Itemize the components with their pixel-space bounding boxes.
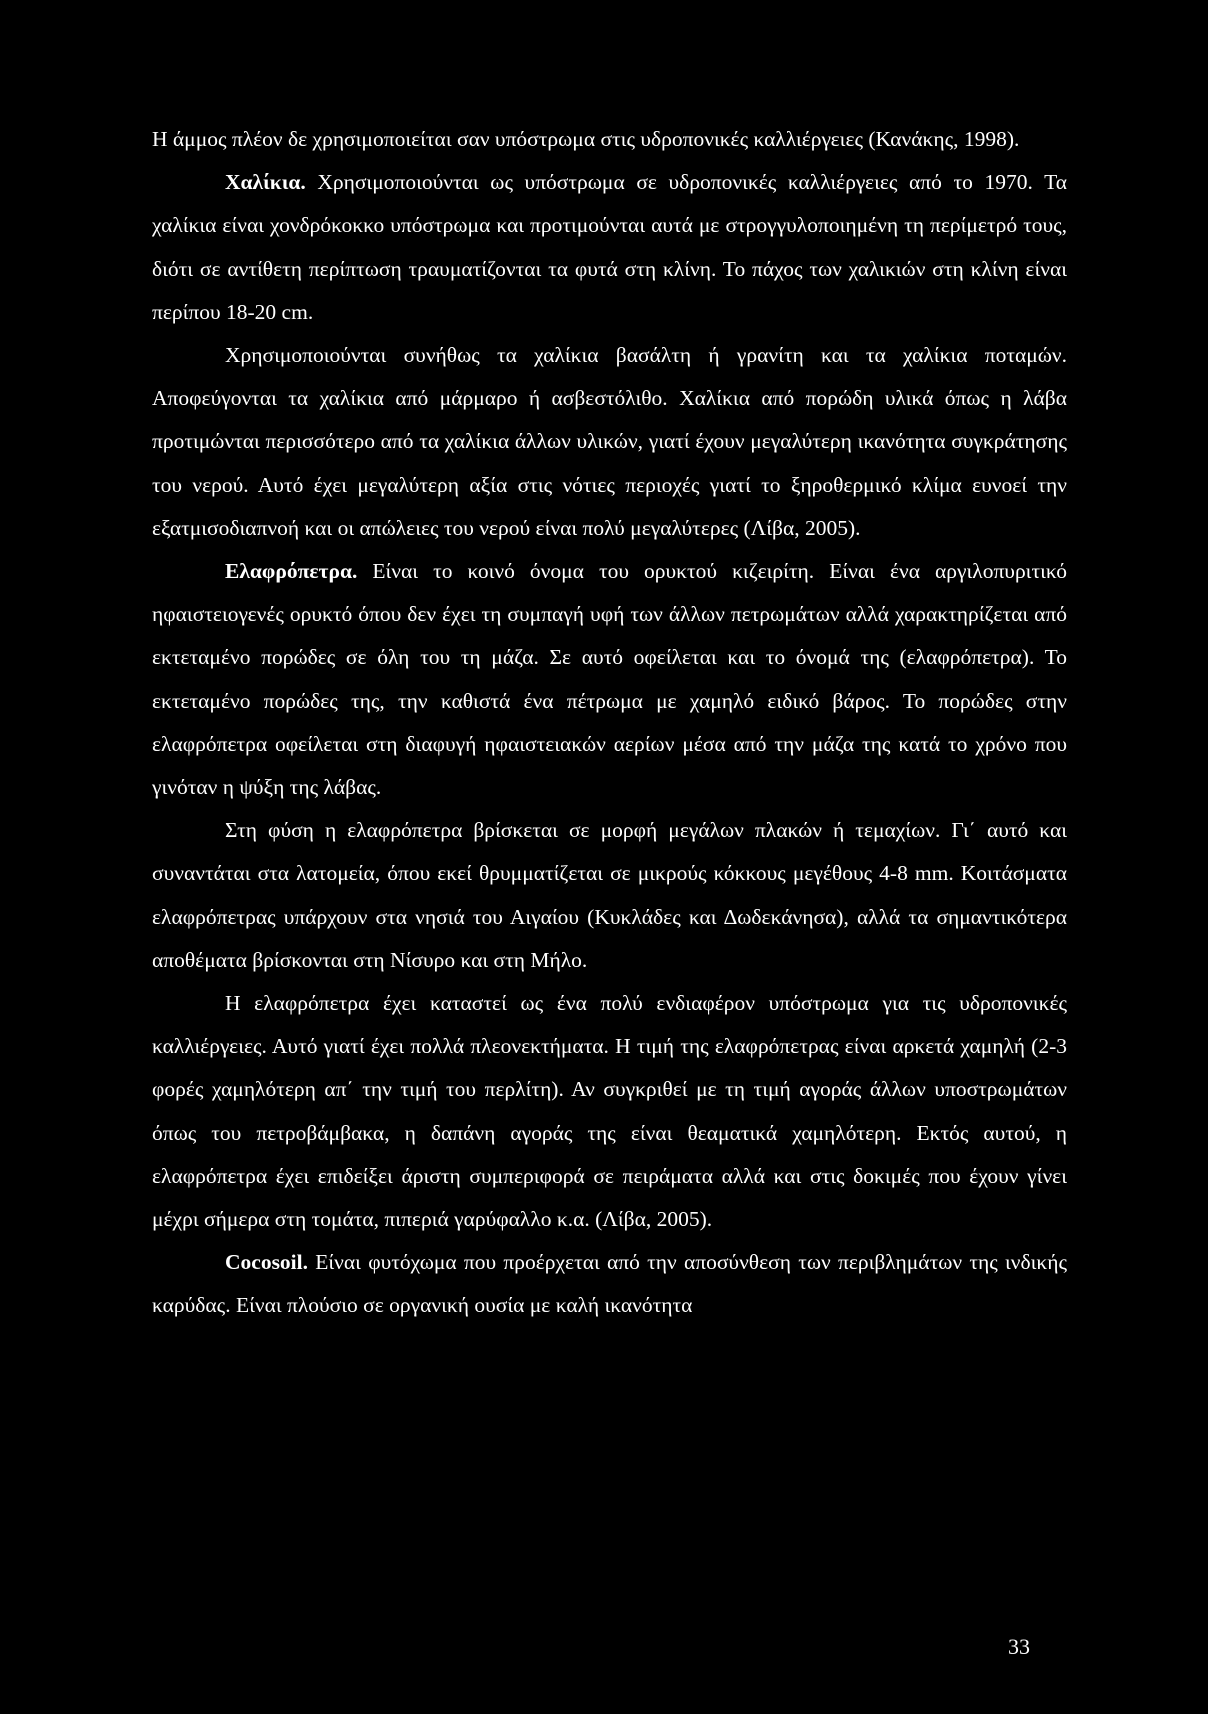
section-term-pumice: Ελαφρόπετρα. — [225, 559, 358, 584]
paragraph-text: Χρησιμοποιούνται συνήθως τα χαλίκια βασάλτη ή γρανίτη και τα χαλίκια ποταμών. Αποφεύγονται τα χαλίκια από μάρμαρο ή ασβεστόλιθο. Χαλίκια από πορώδη υλικά όπως η λάβα προτιμώνται περισσότερο από τα χαλίκια άλλων υλικών, γιατί έχουν μεγαλύτερη ικανότητα συγκράτησης του νερού. Αυτό έχει μεγαλύτερη αξία στις νότιες περιοχές γιατί το ξηροθερμικό κλίμα ευνοεί την εξατμισοδιαπνοή και οι απώλειες του νερού είναι πολύ μεγαλύτερες (Λίβα, 2005). — [152, 343, 1067, 540]
body-text — [152, 118, 1067, 1328]
section-term-gravel: Χαλίκια. — [225, 170, 306, 195]
paragraph-gravel-types — [152, 334, 1067, 550]
paragraph-text: Είναι το κοινό όνομα του ορυκτού κιζειρίτη. Είναι ένα αργιλοπυριτικό ηφαιστειογενές ορυκτό όπου δεν έχει τη συμπαγή υφή των άλλων πετρωμάτων αλλά χαρακτηρίζεται από εκτεταμένο πορώδες σε όλη του τη μάζα. Σε αυτό οφείλεται και το όνομά της (ελαφρόπετρα). Το εκτεταμένο πορώδες της, την καθιστά ένα πέτρωμα με χαμηλό ειδικό βάρος. Το πορώδες στην ελαφρόπετρα οφείλεται στη διαφυγή ηφαιστειακών αερίων μέσα από την μάζα της κατά το χρόνο που γινόταν η ψύξη της λάβας. — [152, 559, 1067, 800]
paragraph-text: Είναι φυτόχωμα που προέρχεται από την αποσύνθεση των περιβλημάτων της ινδικής καρύδας. Είναι πλούσιο σε οργανική ουσία με καλή ικανότητα — [152, 1250, 1067, 1318]
paragraph-pumice-substrate — [152, 982, 1067, 1241]
paragraph-text: Η ελαφρόπετρα έχει καταστεί ως ένα πολύ ενδιαφέρον υπόστρωμα για τις υδροπονικές καλλιέργειες. Αυτό γιατί έχει πολλά πλεονεκτήματα. Η τιμή της ελαφρόπετρας είναι αρκετά χαμηλή (2-3 φορές χαμηλότερη απ΄ την τιμή του περλίτη). Αν συγκριθεί με τη τιμή αγοράς άλλων υποστρωμάτων όπως του πετροβάμβακα, η δαπάνη αγοράς της είναι θεαματικά χαμηλότερη. Εκτός αυτού, η ελαφρόπετρα έχει επιδείξει άριστη συμπεριφορά σε πειράματα αλλά και στις δοκιμές που έχουν γίνει μέχρι σήμερα στη τομάτα, πιπεριά γαρύφαλλο κ.α. (Λίβα, 2005). — [152, 991, 1067, 1232]
paragraph-sand-continuation — [152, 118, 1067, 161]
page-number: 33 — [1008, 1634, 1030, 1659]
paragraph-text: Η άμμος πλέον δε χρησιμοποιείται σαν υπόστρωμα στις υδροπονικές καλλιέργειες (Κανάκης, 1998). — [152, 127, 1020, 151]
paragraph-gravel — [152, 161, 1067, 334]
paragraph-pumice-nature — [152, 809, 1067, 982]
paragraph-cocosoil — [152, 1241, 1067, 1327]
section-term-cocosoil: Cocosoil. — [225, 1250, 309, 1275]
paragraph-text: Χρησιμοποιούνται ως υπόστρωμα σε υδροπονικές καλλιέργειες από το 1970. Τα χαλίκια είναι χονδρόκοκκο υπόστρωμα και προτιμούνται αυτά με στρογγυλοποιημένη τη περίμετρό τους, διότι σε αντίθετη περίπτωση τραυματίζονται τα φυτά στη κλίνη. Το πάχος των χαλικιών στη κλίνη είναι περίπου 18-20 cm. — [152, 170, 1067, 324]
paragraph-text: Στη φύση η ελαφρόπετρα βρίσκεται σε μορφή μεγάλων πλακών ή τεμαχίων. Γι΄ αυτό και συναντάται στα λατομεία, όπου εκεί θρυμματίζεται σε μικρούς κόκκους μεγέθους 4-8 mm. Κοιτάσματα ελαφρόπετρας υπάρχουν στα νησιά του Αιγαίου (Κυκλάδες και Δωδεκάνησα), αλλά τα σημαντικότερα αποθέματα βρίσκονται στη Νίσυρο και στη Μήλο. — [152, 818, 1067, 972]
paragraph-pumice — [152, 550, 1067, 809]
